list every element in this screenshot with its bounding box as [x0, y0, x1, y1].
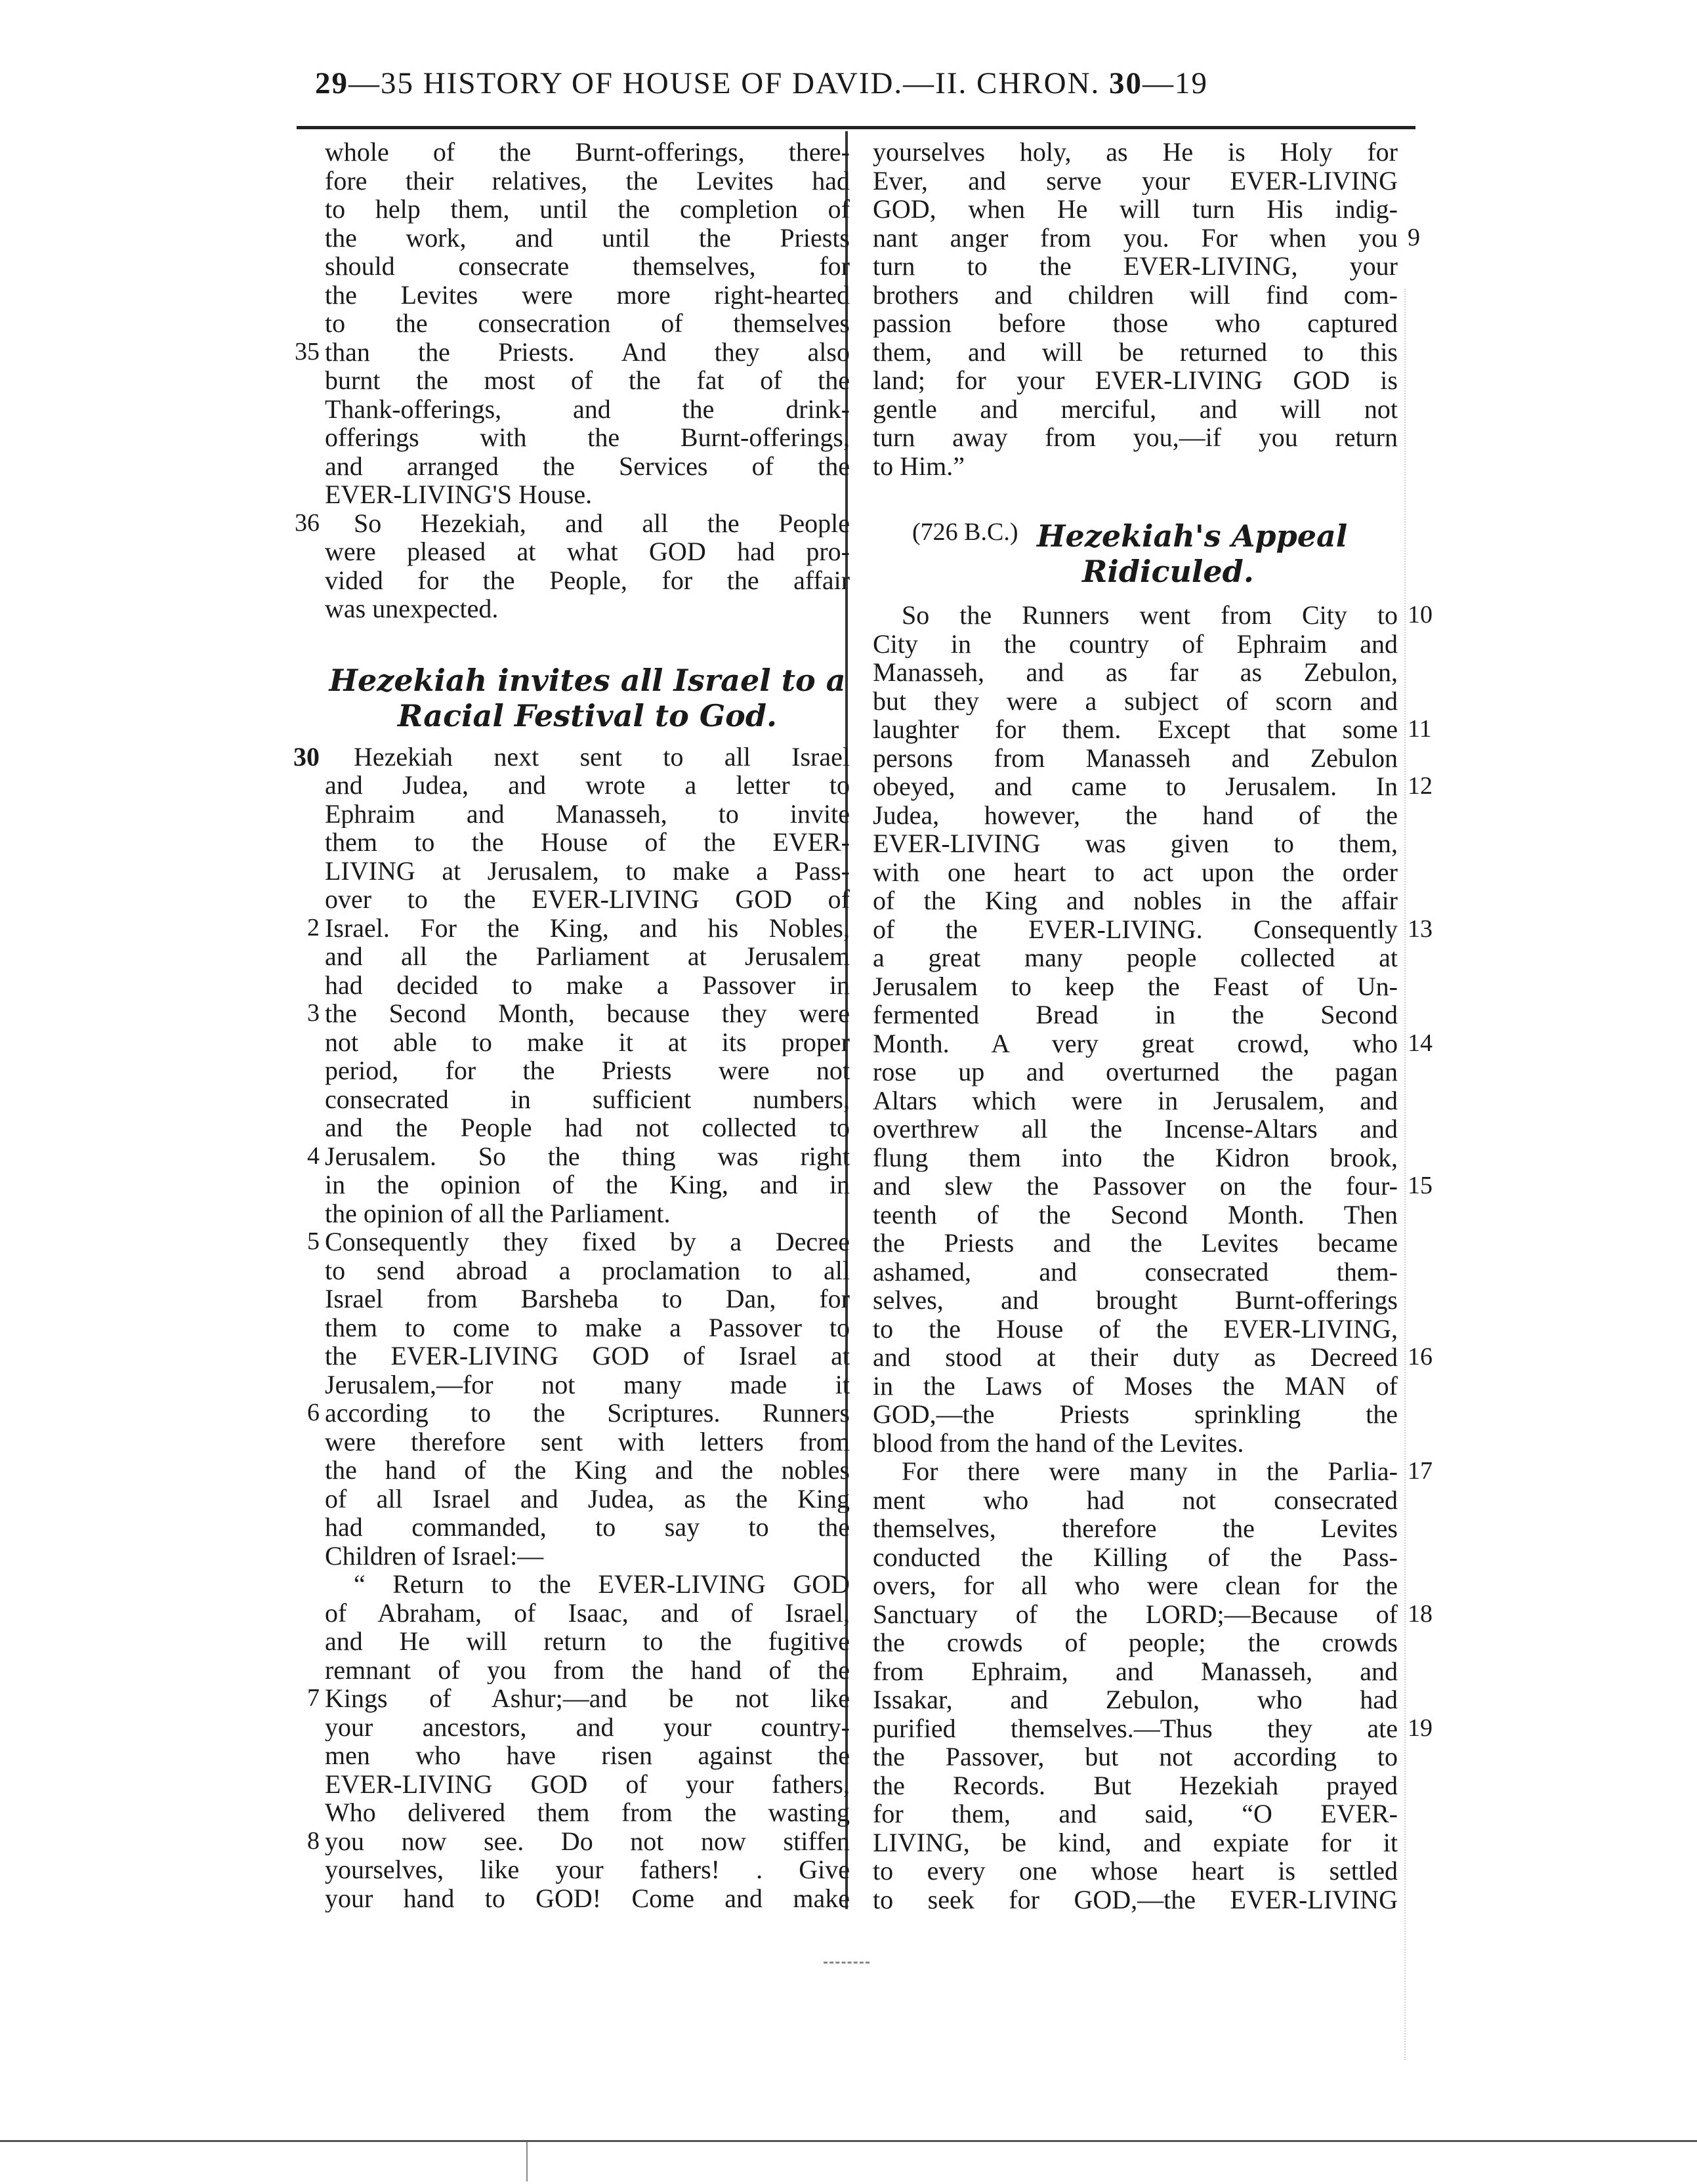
page-fold-tick	[526, 2142, 528, 2181]
text-line	[325, 1713, 850, 1742]
line-text: Consequently they fixed by a Decree	[325, 1227, 850, 1256]
line-text: the EVER-LIVING GOD of Israel at	[325, 1342, 850, 1370]
text-line	[325, 480, 850, 509]
text-line	[325, 1485, 850, 1514]
right-section-heading	[873, 518, 1398, 589]
right-paragraph-block-2	[873, 601, 1433, 1914]
verse-number: 2	[307, 913, 320, 941]
text-line	[873, 886, 1398, 915]
line-text: persons from Manasseh and Zebulon	[873, 743, 1398, 772]
text-line	[873, 1857, 1398, 1885]
line-text: Who delivered them from the wasting	[325, 1798, 850, 1827]
line-text: overthrew all the Incense-Altars and	[873, 1115, 1398, 1144]
section-date: (726 B.C.)	[912, 518, 1018, 546]
left-section-heading	[325, 663, 850, 733]
line-text: men who have risen against the	[325, 1741, 850, 1770]
line-text: obeyed, and came to Jerusalem. In	[873, 772, 1398, 801]
text-line	[873, 1685, 1398, 1714]
verse-number: 14	[1408, 1029, 1433, 1057]
line-text: Ephraim and Manasseh, to invite	[325, 799, 850, 828]
line-text: your ancestors, and your country-	[325, 1712, 850, 1741]
verse-number: 17	[1408, 1457, 1433, 1485]
text-line	[325, 828, 850, 857]
text-line	[873, 1742, 1398, 1771]
text-line	[873, 772, 1433, 801]
text-line	[873, 195, 1398, 224]
line-text: turn away from you,—if you return	[873, 423, 1398, 452]
left-paragraph-block-1	[295, 138, 850, 623]
text-line	[873, 1201, 1398, 1229]
line-text: the Levites were more right-hearted	[325, 280, 850, 309]
line-text: over to the EVER-LIVING GOD of	[325, 885, 850, 914]
line-text: “ Return to the EVER-LIVING GOD	[354, 1570, 850, 1599]
text-line	[873, 1486, 1398, 1515]
text-line	[325, 1342, 850, 1370]
text-line	[325, 1570, 850, 1599]
text-line	[307, 1826, 850, 1856]
line-text: EVER-LIVING GOD of your fathers,	[325, 1769, 850, 1798]
verse-number: 8	[307, 1826, 320, 1855]
line-text: whole of the Burnt-offerings, there-	[325, 138, 850, 167]
line-text: nant anger from you. For when you	[873, 223, 1398, 252]
text-line	[307, 1227, 850, 1256]
verse-number: 35	[295, 337, 320, 365]
line-text: of all Israel and Judea, as the King	[325, 1484, 850, 1513]
line-text: Jerusalem to keep the Feast of Un-	[873, 972, 1398, 1000]
line-text: and Judea, and wrote a letter to	[325, 771, 850, 800]
line-text: from Ephraim, and Manasseh, and	[873, 1657, 1398, 1685]
line-text: yourselves holy, as He is Holy for	[873, 138, 1398, 167]
line-text: So Hezekiah, and all the People	[354, 508, 850, 537]
verse-number: 36	[295, 508, 320, 537]
right-heading-line-1: Hezekiah's Appeal	[1037, 518, 1348, 554]
verse-number: 16	[1408, 1343, 1433, 1370]
line-text: EVER-LIVING'S House.	[325, 480, 593, 509]
line-text: you now see. Do not now stiffen	[325, 1826, 850, 1855]
line-text: offerings with the Burnt-offerings,	[325, 423, 850, 452]
line-text: GOD, when He will turn His indig-	[873, 195, 1398, 224]
text-line	[873, 630, 1398, 659]
running-header	[315, 66, 1417, 112]
line-text: and He will return to the fugitive	[325, 1627, 850, 1656]
text-line	[873, 1800, 1398, 1828]
verse-number: 19	[1408, 1714, 1433, 1742]
line-text: burnt the most of the fat of the	[325, 366, 850, 395]
text-line	[295, 508, 850, 538]
text-line	[873, 1657, 1398, 1686]
text-line	[325, 1113, 850, 1142]
text-line	[325, 1428, 850, 1456]
verse-number: 10	[1408, 601, 1433, 628]
text-line	[873, 309, 1398, 338]
line-text: the hand of the King and the nobles	[325, 1456, 850, 1485]
text-line	[325, 452, 850, 481]
line-text: the Priests and the Levites became	[873, 1229, 1398, 1258]
text-line	[293, 741, 850, 772]
text-line	[873, 687, 1398, 716]
line-text: were therefore sent with letters from	[325, 1427, 850, 1456]
text-line	[873, 1457, 1433, 1486]
header-end-chapter: 30	[1109, 66, 1143, 100]
line-text: and slew the Passover on the four-	[873, 1172, 1398, 1201]
line-text: flung them into the Kidron brook,	[873, 1143, 1398, 1172]
line-text: Altars which were in Jerusalem, and	[873, 1086, 1398, 1115]
text-line	[325, 1256, 850, 1285]
text-line	[873, 1400, 1398, 1429]
text-line	[307, 1142, 850, 1171]
text-line	[325, 594, 850, 623]
text-line	[325, 971, 850, 1000]
line-text: the Second Month, because they were	[325, 999, 850, 1028]
line-text: Manasseh, and as far as Zebulon,	[873, 658, 1398, 687]
text-line	[325, 1855, 850, 1884]
line-text: of the King and nobles in the affair	[873, 886, 1398, 915]
text-line	[325, 566, 850, 595]
text-line	[295, 337, 850, 367]
text-line	[873, 858, 1398, 887]
verse-number: 12	[1408, 772, 1433, 800]
text-line	[873, 1286, 1398, 1315]
text-line	[873, 138, 1398, 167]
line-text: had commanded, to say to the	[325, 1513, 850, 1542]
text-line	[873, 1628, 1398, 1657]
page-bottom-edge	[0, 2140, 1697, 2142]
text-line	[873, 715, 1432, 744]
text-line	[873, 915, 1433, 944]
line-text: Hezekiah next sent to all Israel	[354, 742, 850, 771]
text-line	[307, 913, 850, 943]
line-text: was unexpected.	[325, 594, 499, 623]
text-line	[325, 309, 850, 338]
verse-number: 3	[307, 999, 320, 1027]
text-line	[873, 744, 1398, 773]
text-line	[873, 1172, 1433, 1201]
text-line	[325, 1285, 850, 1313]
text-line	[325, 366, 850, 395]
line-text: in the opinion of the King, and in	[325, 1170, 850, 1199]
line-text: period, for the Priests were not	[325, 1056, 850, 1085]
header-start-chapter: 29	[315, 66, 348, 100]
verse-number: 13	[1408, 915, 1433, 943]
line-text: Children of Israel:—	[325, 1541, 544, 1570]
text-line	[325, 252, 850, 281]
text-line	[873, 1571, 1398, 1600]
header-start-verse: —35	[348, 66, 414, 100]
text-line	[325, 138, 850, 167]
line-text: to every one whose heart is settled	[873, 1857, 1398, 1885]
text-line	[873, 281, 1398, 310]
line-text: Jerusalem,—for not many made it	[325, 1370, 850, 1399]
text-line	[325, 1798, 850, 1827]
text-line	[873, 1828, 1398, 1857]
text-line	[325, 1056, 850, 1085]
text-line	[325, 1085, 850, 1114]
text-line	[873, 423, 1398, 452]
text-line	[873, 829, 1398, 858]
text-line	[873, 366, 1398, 395]
text-line	[873, 1229, 1398, 1258]
verse-number: 9	[1408, 223, 1420, 251]
line-text: and the People had not collected to	[325, 1113, 850, 1142]
chapter-number: 30	[293, 741, 320, 772]
text-line	[873, 1086, 1398, 1115]
line-text: LIVING, be kind, and expiate for it	[873, 1828, 1398, 1857]
text-line	[325, 224, 850, 253]
line-text: Issakar, and Zebulon, who had	[873, 1685, 1398, 1714]
line-text: and arranged the Services of the	[325, 451, 850, 480]
right-paragraph-block-1	[873, 138, 1420, 480]
text-line	[873, 1714, 1433, 1743]
text-line	[325, 167, 850, 196]
line-text: of Abraham, of Isaac, and of Israel,	[325, 1598, 850, 1627]
verse-number: 11	[1408, 715, 1432, 743]
line-text: ashamed, and consecrated them-	[873, 1257, 1398, 1286]
text-line	[873, 1514, 1398, 1543]
text-line	[325, 1884, 850, 1913]
line-text: blood from the hand of the Levites.	[873, 1428, 1244, 1457]
line-text: turn to the EVER-LIVING, your	[873, 252, 1398, 281]
line-text: passion before those who captured	[873, 309, 1398, 338]
line-text: vided for the People, for the affair	[325, 566, 850, 594]
left-heading-line-2: Racial Festival to God.	[397, 697, 777, 733]
text-line	[325, 281, 850, 310]
right-heading-line-2: Ridiculed.	[1082, 554, 1254, 589]
text-line	[873, 1543, 1398, 1572]
text-line	[325, 1513, 850, 1542]
line-text: GOD,—the Priests sprinkling the	[873, 1400, 1398, 1429]
text-line	[873, 1029, 1433, 1058]
line-text: the work, and until the Priests	[325, 223, 850, 252]
verse-number: 6	[307, 1399, 320, 1426]
line-text: your hand to GOD! Come and make	[325, 1884, 850, 1912]
line-text: than the Priests. And they also	[325, 337, 850, 366]
text-line	[873, 658, 1398, 687]
line-text: gentle and merciful, and will not	[873, 394, 1398, 423]
line-text: and all the Parliament at Jerusalem	[325, 942, 850, 971]
text-line	[325, 537, 850, 566]
line-text: land; for your EVER-LIVING GOD is	[873, 366, 1398, 395]
text-line	[325, 195, 850, 224]
verse-number: 18	[1408, 1599, 1433, 1628]
line-text: conducted the Killing of the Pass-	[873, 1542, 1398, 1571]
line-text: but they were a subject of scorn and	[873, 686, 1398, 715]
line-text: them, and will be returned to this	[873, 337, 1398, 366]
line-text: Ever, and serve your EVER-LIVING	[873, 166, 1398, 195]
line-text: For there were many in the Parlia-	[902, 1457, 1398, 1486]
text-line	[325, 395, 850, 424]
text-line	[325, 1656, 850, 1685]
text-line	[325, 1627, 850, 1656]
page-edge-shadow	[1404, 289, 1406, 2060]
header-end-verse: —19	[1142, 66, 1209, 100]
text-line	[325, 942, 850, 971]
line-text: consecrated in sufficient numbers,	[325, 1084, 850, 1113]
line-text: LIVING at Jerusalem, to make a Pass-	[325, 856, 850, 885]
text-line	[325, 857, 850, 886]
text-line	[325, 1741, 850, 1770]
text-line	[873, 252, 1398, 281]
line-text: fermented Bread in the Second	[873, 1000, 1398, 1029]
line-text: of the EVER-LIVING. Consequently	[873, 915, 1398, 943]
line-text: Israel. For the King, and his Nobles,	[325, 913, 850, 942]
text-line	[873, 223, 1420, 253]
line-text: for them, and said, “O EVER-	[873, 1800, 1398, 1828]
text-line	[325, 1370, 850, 1399]
line-text: to help them, until the completion of	[325, 195, 850, 224]
text-line	[873, 1315, 1398, 1344]
text-line	[325, 1542, 850, 1571]
line-text: Thank-offerings, and the drink-	[325, 394, 850, 423]
left-column	[293, 138, 850, 1912]
line-text: them to come to make a Passover to	[325, 1313, 850, 1342]
text-line	[307, 1684, 850, 1713]
line-text: overs, for all who were clean for the	[873, 1571, 1398, 1600]
line-text: had decided to make a Passover in	[325, 970, 850, 999]
line-text: them to the House of the EVER-	[325, 828, 850, 857]
right-column	[873, 138, 1433, 1914]
line-text: to Him.”	[873, 451, 965, 480]
line-text: Month. A very great crowd, who	[873, 1029, 1398, 1058]
left-heading-line-1: Hezekiah invites all Israel to a	[329, 662, 846, 698]
text-line	[873, 1115, 1398, 1144]
left-paragraph-block-2	[293, 741, 850, 1913]
line-text: the crowds of people; the crowds	[873, 1628, 1398, 1657]
text-line	[873, 1372, 1398, 1401]
verse-number: 5	[307, 1227, 320, 1255]
text-line	[325, 1170, 850, 1199]
text-line	[873, 1771, 1398, 1800]
line-text: purified themselves.—Thus they ate	[873, 1714, 1398, 1742]
text-line	[325, 885, 850, 914]
text-line	[873, 943, 1398, 972]
text-line	[325, 423, 850, 452]
line-text: to the House of the EVER-LIVING,	[873, 1314, 1398, 1343]
text-line	[873, 1144, 1398, 1172]
line-text: according to the Scriptures. Runners	[325, 1399, 850, 1428]
line-text: remnant of you from the hand of the	[325, 1655, 850, 1684]
text-line	[873, 972, 1398, 1001]
line-text: Jerusalem. So the thing was right	[325, 1142, 850, 1170]
text-line	[873, 1599, 1433, 1629]
line-text: teenth of the Second Month. Then	[873, 1200, 1398, 1229]
line-text: City in the country of Ephraim and	[873, 629, 1398, 658]
line-text: not able to make it at its proper	[325, 1027, 850, 1056]
text-line	[873, 395, 1398, 424]
line-text: fore their relatives, the Levites had	[325, 166, 850, 195]
text-line	[873, 1885, 1398, 1914]
line-text: the Passover, but not according to	[873, 1742, 1398, 1771]
header-title: HISTORY OF HOUSE OF DAVID.—II. CHRON.	[423, 66, 1100, 100]
text-line	[873, 1000, 1398, 1029]
line-text: rose up and overturned the pagan	[873, 1058, 1398, 1086]
text-line	[325, 1199, 850, 1228]
line-text: Israel from Barsheba to Dan, for	[325, 1285, 850, 1313]
line-text: and stood at their duty as Decreed	[873, 1343, 1398, 1372]
verse-number: 4	[307, 1142, 320, 1170]
footer-mark	[824, 1962, 869, 1964]
line-text: with one heart to act upon the order	[873, 857, 1398, 886]
text-line	[873, 1429, 1398, 1458]
line-text: So the Runners went from City to	[902, 601, 1398, 630]
line-text: to seek for GOD,—the EVER-LIVING	[873, 1885, 1398, 1914]
line-text: Judea, however, the hand of the	[873, 800, 1398, 829]
line-text: in the Laws of Moses the MAN of	[873, 1371, 1398, 1400]
line-text: were pleased at what GOD had pro-	[325, 537, 850, 566]
verse-number: 7	[307, 1684, 320, 1712]
text-line	[325, 771, 850, 800]
text-line	[325, 1028, 850, 1057]
line-text: brothers and children will find com-	[873, 280, 1398, 309]
text-line	[307, 1399, 850, 1428]
verse-number: 15	[1408, 1172, 1433, 1199]
line-text: should consecrate themselves, for	[325, 252, 850, 281]
line-text: to the consecration of themselves	[325, 309, 850, 338]
text-line	[325, 1456, 850, 1485]
text-line	[873, 1343, 1433, 1372]
line-text: laughter for them. Except that some	[873, 715, 1398, 744]
text-line	[307, 999, 850, 1028]
line-text: the opinion of all the Parliament.	[325, 1199, 671, 1227]
line-text: themselves, therefore the Levites	[873, 1514, 1398, 1543]
text-line	[873, 452, 1398, 481]
text-line	[325, 800, 850, 829]
text-line	[873, 1258, 1398, 1287]
line-text: the Records. But Hezekiah prayed	[873, 1771, 1398, 1800]
line-text: Sanctuary of the LORD;—Because of	[873, 1599, 1398, 1628]
line-text: yourselves, like your fathers! . Give	[325, 1855, 850, 1884]
text-line	[325, 1313, 850, 1342]
line-text: to send abroad a proclamation to all	[325, 1256, 850, 1285]
text-line	[325, 1599, 850, 1628]
text-line	[873, 167, 1398, 196]
header-rule	[297, 126, 1415, 129]
line-text: selves, and brought Burnt-offerings	[873, 1286, 1398, 1315]
line-text: EVER-LIVING was given to them,	[873, 829, 1398, 858]
text-line	[873, 801, 1398, 830]
line-text: Kings of Ashur;—and be not like	[325, 1684, 850, 1713]
text-line	[873, 338, 1398, 367]
line-text: ment who had not consecrated	[873, 1485, 1398, 1514]
text-line	[873, 601, 1433, 630]
line-text: a great many people collected at	[873, 943, 1398, 972]
text-line	[325, 1770, 850, 1799]
text-line	[873, 1058, 1398, 1086]
